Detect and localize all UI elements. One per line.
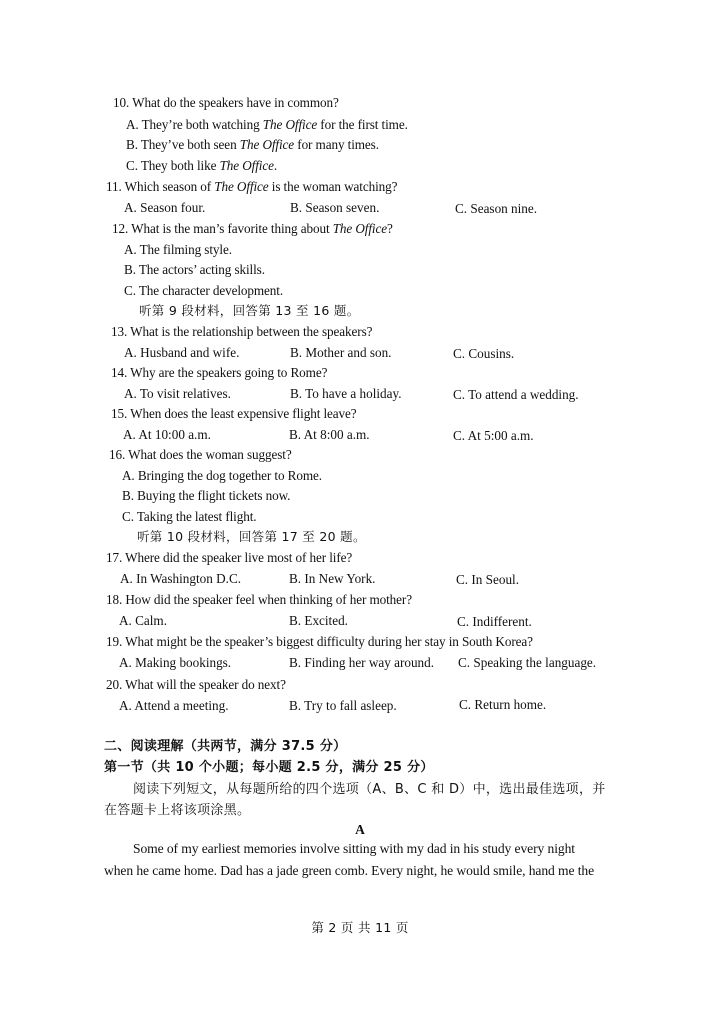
question-17-option-c: C. In Seoul. bbox=[456, 572, 520, 587]
question-12-option-b: B. The actors’ acting skills. bbox=[124, 262, 265, 277]
question-19-stem: 19. What might be the speaker’s biggest difficulty during her stay in South Korea? bbox=[106, 634, 533, 649]
question-16-option-c: C. Taking the latest flight. bbox=[122, 509, 257, 524]
question-13-stem: 13. What is the relationship between the speakers? bbox=[111, 324, 373, 339]
page-footer: 第 2 页 共 11 页 bbox=[311, 920, 409, 935]
question-10-option-a: A. They’re both watching The Office for the first time. bbox=[126, 117, 408, 132]
question-20-option-b: B. Try to fall asleep. bbox=[289, 698, 397, 713]
question-15-option-a: A. At 10:00 a.m. bbox=[123, 427, 211, 442]
question-18-option-b: B. Excited. bbox=[289, 613, 348, 628]
section-9-instruction: 听第 9 段材料，回答第 13 至 16 题。 bbox=[139, 303, 360, 318]
question-15-option-c: C. At 5:00 a.m. bbox=[453, 428, 534, 443]
question-18-option-c: C. Indifferent. bbox=[457, 614, 532, 629]
question-12-option-c: C. The character development. bbox=[124, 283, 284, 298]
question-15-stem: 15. When does the least expensive flight leave? bbox=[111, 406, 357, 421]
question-13-option-b: B. Mother and son. bbox=[290, 345, 392, 360]
question-13-option-c: C. Cousins. bbox=[453, 346, 515, 361]
question-13-option-a: A. Husband and wife. bbox=[124, 345, 240, 360]
passage-line-1: Some of my earliest memories involve sitting with my dad in his study every night bbox=[133, 841, 575, 856]
question-11-stem: 11. Which season of The Office is the woman watching? bbox=[106, 179, 398, 194]
question-12-stem: 12. What is the man’s favorite thing about The Office? bbox=[112, 221, 393, 236]
question-10-option-b: B. They’ve both seen The Office for many times. bbox=[126, 137, 379, 152]
question-14-option-a: A. To visit relatives. bbox=[124, 386, 231, 401]
directions-line-1: 阅读下列短文，从每题所给的四个选项（A、B、C 和 D）中，选出最佳选项，并 bbox=[133, 782, 606, 797]
question-11-option-c: C. Season nine. bbox=[455, 201, 538, 216]
question-12-option-a: A. The filming style. bbox=[124, 242, 232, 257]
question-19-option-a: A. Making bookings. bbox=[119, 655, 232, 670]
question-18-stem: 18. How did the speaker feel when thinking of her mother? bbox=[106, 592, 412, 607]
question-11-option-b: B. Season seven. bbox=[290, 200, 380, 215]
question-16-stem: 16. What does the woman suggest? bbox=[109, 447, 292, 462]
question-15-option-b: B. At 8:00 a.m. bbox=[289, 427, 370, 442]
question-18-option-a: A. Calm. bbox=[119, 613, 167, 628]
question-17-stem: 17. Where did the speaker live most of her life? bbox=[106, 550, 353, 565]
question-19-option-c: C. Speaking the language. bbox=[458, 655, 597, 670]
directions-line-2: 在答题卡上将该项涂黑。 bbox=[104, 803, 251, 818]
question-19-option-b: B. Finding her way around. bbox=[289, 655, 435, 670]
section-10-instruction: 听第 10 段材料，回答第 17 至 20 题。 bbox=[137, 529, 366, 544]
question-14-option-b: B. To have a holiday. bbox=[290, 386, 402, 401]
part-2-subheading: 第一节（共 10 个小题；每小题 2.5 分，满分 25 分） bbox=[104, 760, 434, 775]
question-20-option-c: C. Return home. bbox=[459, 697, 547, 712]
question-20-option-a: A. Attend a meeting. bbox=[119, 698, 229, 713]
question-16-option-b: B. Buying the flight tickets now. bbox=[122, 488, 291, 503]
question-14-option-c: C. To attend a wedding. bbox=[453, 387, 579, 402]
question-14-stem: 14. Why are the speakers going to Rome? bbox=[111, 365, 328, 380]
part-2-heading: 二、阅读理解（共两节，满分 37.5 分） bbox=[104, 739, 347, 754]
passage-letter: A bbox=[355, 822, 365, 837]
question-11-option-a: A. Season four. bbox=[124, 200, 206, 215]
passage-line-2: when he came home. Dad has a jade green comb. Every night, he would smile, hand me the bbox=[104, 863, 595, 878]
question-17-option-a: A. In Washington D.C. bbox=[120, 571, 242, 586]
question-17-option-b: B. In New York. bbox=[289, 571, 376, 586]
question-16-option-a: A. Bringing the dog together to Rome. bbox=[122, 468, 322, 483]
question-20-stem: 20. What will the speaker do next? bbox=[106, 677, 286, 692]
question-10-option-c: C. They both like The Office. bbox=[126, 158, 278, 173]
question-10-stem: 10. What do the speakers have in common? bbox=[113, 95, 339, 110]
